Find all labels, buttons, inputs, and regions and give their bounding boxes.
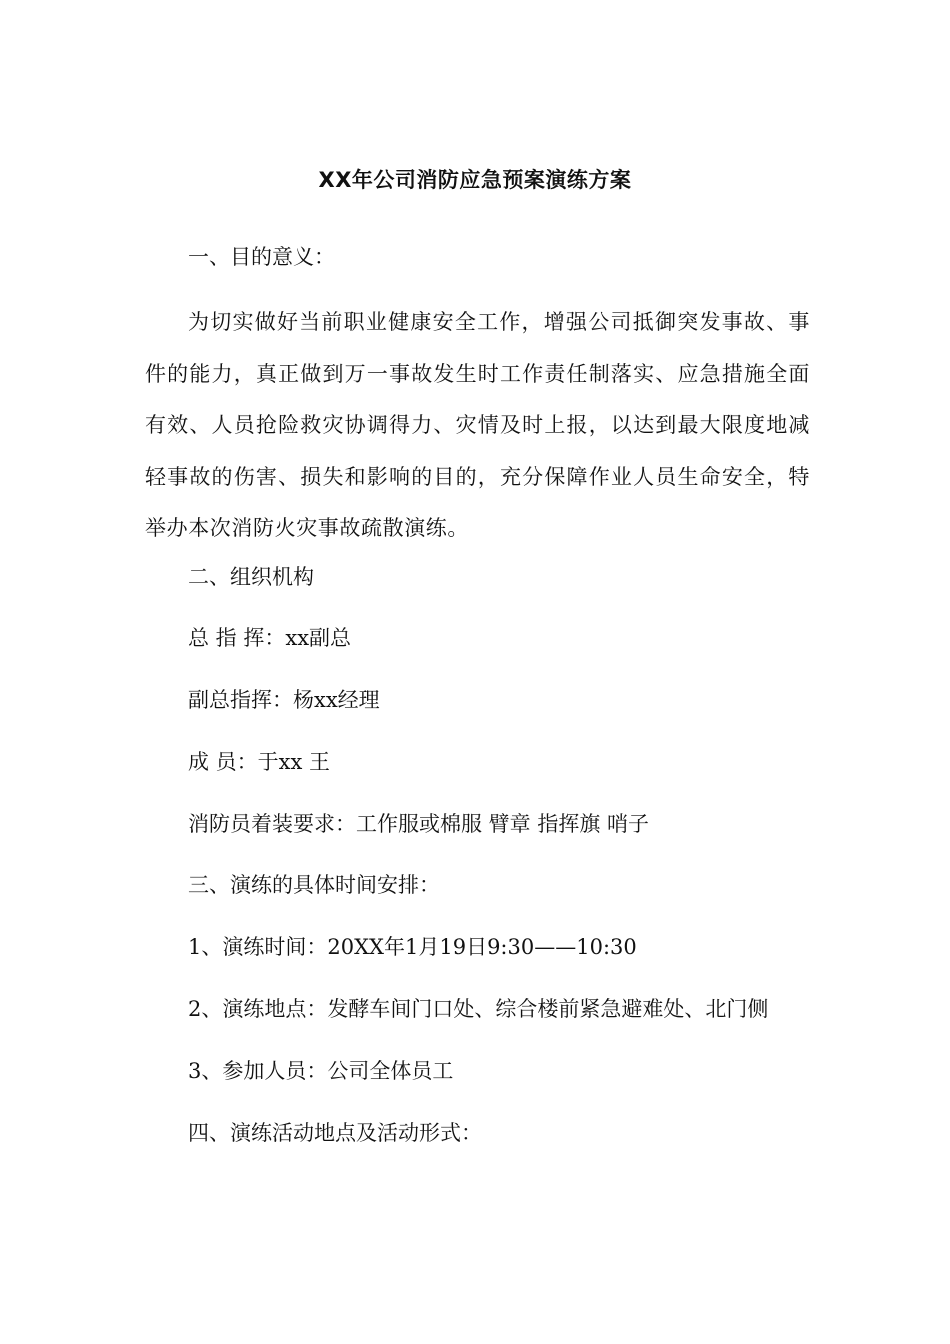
section-heading-organization: 二、组织机构 <box>188 565 314 589</box>
section-heading-schedule: 三、演练的具体时间安排： <box>188 873 440 897</box>
section-heading-activities: 四、演练活动地点及活动形式： <box>188 1121 482 1145</box>
purpose-paragraph: 为切实做好当前职业健康安全工作，增强公司抵御突发事故、事件的能力，真正做到万一事故发生时工作责任制落实、应急措施全面有效、人员抢险救灾协调得力、灾情及时上报，以达到最大限度地减轻事故的伤害、损失和影响的目的，充分保障作业人员生命安全，特举办本次消防火灾事故疏散演练。 <box>145 310 810 540</box>
participants-line: 3、参加人员：公司全体员工 <box>188 1059 454 1083</box>
drill-location-line: 2、演练地点：发酵车间门口处、综合楼前紧急避难处、北门侧 <box>188 997 769 1021</box>
document-title: XX年公司消防应急预案演练方案 <box>318 168 632 192</box>
section-heading-purpose: 一、目的意义： <box>188 245 335 269</box>
members-line: 成 员：于xx 王 <box>188 750 331 774</box>
drill-time-line: 1、演练时间：20XX年1月19日9:30——10:30 <box>188 935 637 959</box>
attire-line: 消防员着装要求：工作服或棉服 臂章 指挥旗 哨子 <box>188 812 650 836</box>
commander-line: 总 指 挥：xx副总 <box>188 626 352 650</box>
deputy-commander-line: 副总指挥：杨xx经理 <box>188 688 380 712</box>
